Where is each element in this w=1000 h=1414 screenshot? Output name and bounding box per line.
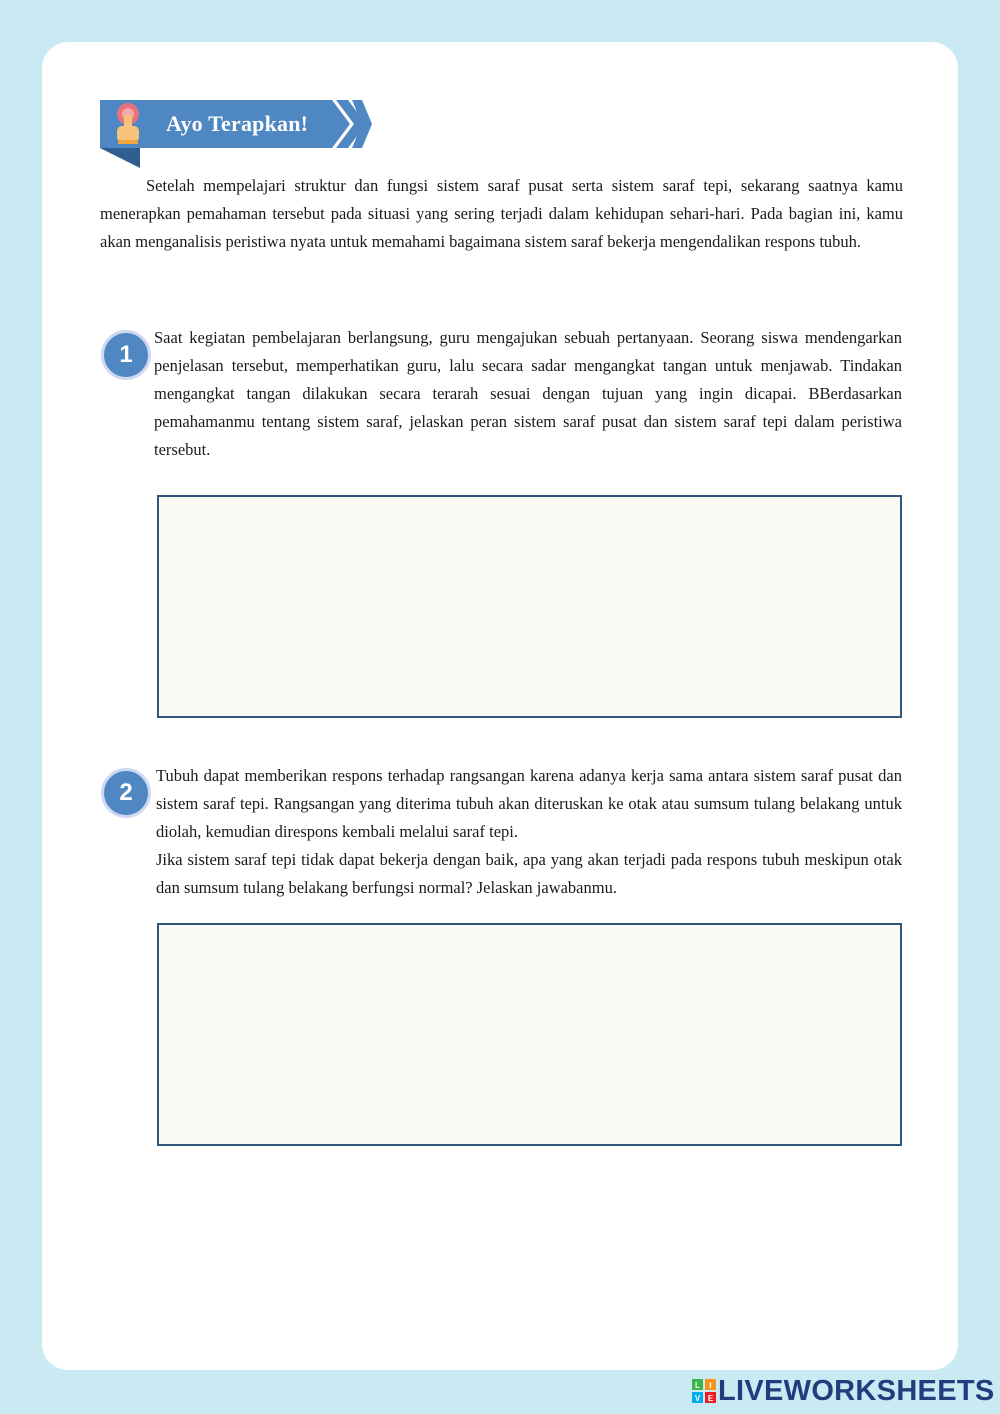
answer-box-1[interactable] — [157, 495, 902, 718]
svg-text:I: I — [709, 1381, 712, 1390]
question-2-text — [156, 762, 902, 902]
svg-text:L: L — [695, 1381, 700, 1390]
question-number-badge: 2 — [101, 768, 151, 818]
answer-box-2[interactable] — [157, 923, 902, 1146]
question-2-paragraph: Tubuh dapat memberikan respons terhadap rangsangan karena adanya kerja sama antara sistem saraf pusat dan sistem saraf tepi. Rangsangan yang diterima tubuh akan diteruskan ke otak atau sumsum tulang belakang untuk diolah, kemudian direspons kembali melalui saraf tepi. — [156, 766, 902, 841]
question-number-badge: 1 — [101, 330, 151, 380]
watermark-text: LIVEWORKSHEETS — [718, 1374, 995, 1407]
svg-text:V: V — [694, 1394, 701, 1403]
svg-text:E: E — [707, 1394, 714, 1403]
banner-title: Ayo Terapkan! — [166, 111, 309, 136]
liveworksheets-watermark — [692, 1374, 995, 1408]
intro-paragraph: Setelah mempelajari struktur dan fungsi sistem saraf pusat serta sistem saraf tepi, sekarang saatnya kamu menerapkan pemahaman tersebut pada situasi yang sering terjadi dalam kehidupan sehari-hari. Pada bagian ini, kamu akan menganalisis peristiwa nyata untuk memahami bagaimana sistem saraf bekerja mengendalikan respons tubuh. — [100, 176, 903, 251]
question-1-text: Saat kegiatan pembelajaran berlangsung, guru mengajukan sebuah pertanyaan. Seorang siswa mendengarkan penjelasan tersebut, memperhatikan guru, lalu secara sadar mengangkat tangan untuk menjawab. Tindakan mengangkat tangan dilakukan secara terarah sesuai dengan tujuan yang ingin dicapai. BBerdasarkan pemahamanmu tentang sistem saraf, jelaskan peran sistem saraf pusat dan sistem saraf tepi dalam peristiwa tersebut. — [154, 328, 902, 459]
liveworksheets-logo-icon — [692, 1379, 716, 1403]
question-2-paragraph: Jika sistem saraf tepi tidak dapat bekerja dengan baik, apa yang akan terjadi pada respons tubuh meskipun otak dan sumsum tulang belakang berfungsi normal? Jelaskan jawabanmu. — [156, 850, 902, 897]
section-banner — [100, 100, 372, 170]
